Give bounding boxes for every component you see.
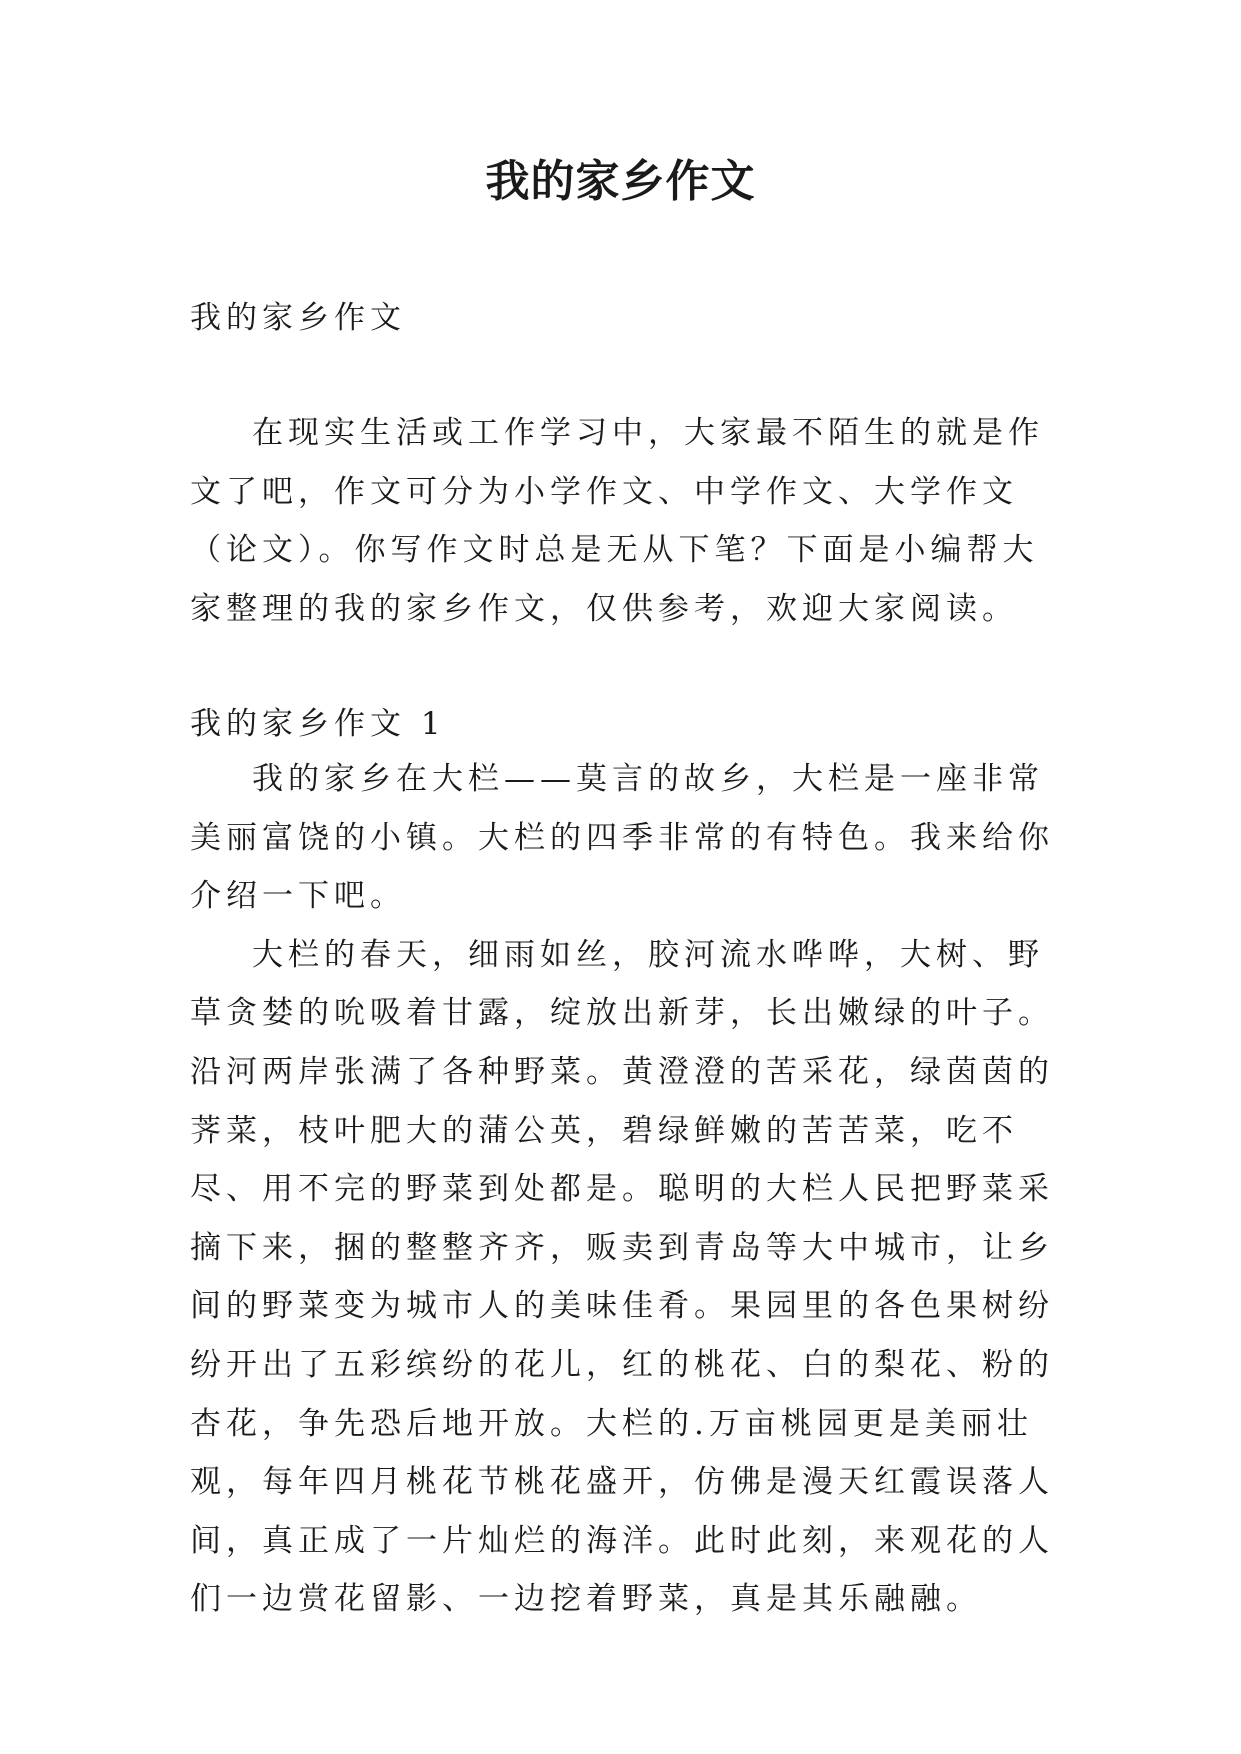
document-title: 我的家乡作文	[485, 156, 756, 207]
section-heading: 我的家乡作文 1	[190, 706, 446, 742]
section-body	[190, 750, 1060, 1629]
document-subtitle: 我的家乡作文	[190, 300, 406, 336]
intro-paragraph: 在现实生活或工作学习中，大家最不陌生的就是作文了吧，作文可分为小学作文、中学作文、大学作文（论文）。你写作文时总是无从下笔？下面是小编帮大家整理的我的家乡作文，仅供参考，欢迎大家阅读。	[190, 415, 1044, 627]
section-paragraph: 我的家乡在大栏——莫言的故乡，大栏是一座非常美丽富饶的小镇。大栏的四季非常的有特色。我来给你介绍一下吧。	[190, 761, 1054, 915]
section-paragraph: 大栏的春天，细雨如丝，胶河流水哗哗，大树、野草贪婪的吮吸着甘露，绽放出新芽，长出嫩绿的叶子。沿河两岸张满了各种野菜。黄澄澄的苦采花，绿茵茵的荠菜，枝叶肥大的蒲公英，碧绿鲜嫩的苦苦菜，吃不尽、用不完的野菜到处都是。聪明的大栏人民把野菜采摘下来，捆的整整齐齐，贩卖到青岛等大中城市，让乡间的野菜变为城市人的美味佳肴。果园里的各色果树纷纷开出了五彩缤纷的花儿，红的桃花、白的梨花、粉的杏花，争先恐后地开放。大栏的.万亩桃园更是美丽壮观，每年四月桃花节桃花盛开，仿佛是漫天红霞误落人间，真正成了一片灿烂的海洋。此时此刻，来观花的人们一边赏花留影、一边挖着野菜，真是其乐融融。	[190, 936, 1054, 1618]
